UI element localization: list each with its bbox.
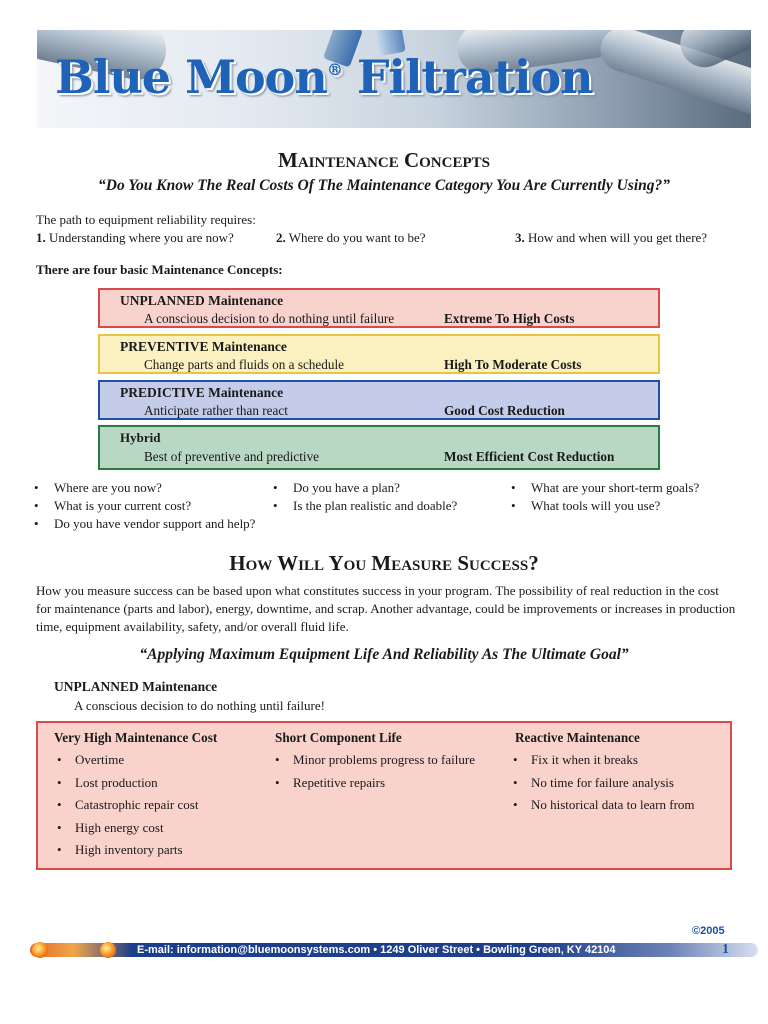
page-number: 1 bbox=[722, 942, 729, 957]
concept-name: UNPLANNED Maintenance bbox=[120, 293, 284, 308]
orb-icon bbox=[32, 942, 48, 958]
page-subtitle: “Do You Know The Real Costs Of The Maintenance Category You Are Currently Using?” bbox=[98, 177, 670, 194]
concept-name: PREVENTIVE Maintenance bbox=[120, 339, 287, 354]
page-title: Maintenance Concepts bbox=[278, 148, 490, 172]
step-1: 1. Understanding where you are now? bbox=[36, 230, 234, 245]
unplanned-heading: UNPLANNED Maintenance bbox=[54, 679, 218, 694]
question-item: • Where are you now? bbox=[54, 480, 162, 496]
question-item: • What are your short-term goals? bbox=[531, 480, 699, 496]
question-item: • Is the plan realistic and doable? bbox=[293, 498, 457, 514]
concept-cost: Most Efficient Cost Reduction bbox=[444, 449, 615, 464]
concept-cost: Extreme To High Costs bbox=[444, 311, 575, 326]
intro-lead: The path to equipment reliability requires: bbox=[36, 212, 256, 227]
copyright: ©2005 bbox=[692, 925, 725, 937]
concept-box-predictive bbox=[98, 380, 660, 420]
question-item: • Do you have vendor support and help? bbox=[54, 516, 255, 532]
column-heading: Short Component Life bbox=[275, 730, 402, 745]
question-item: • What tools will you use? bbox=[531, 498, 660, 514]
detail-item: • Minor problems progress to failure bbox=[293, 752, 475, 768]
concept-box-hybrid bbox=[98, 425, 660, 470]
detail-item: • Repetitive repairs bbox=[293, 775, 385, 791]
concept-name: Hybrid bbox=[120, 430, 161, 445]
header-banner bbox=[37, 30, 751, 128]
concept-desc: Best of preventive and predictive bbox=[144, 449, 320, 464]
detail-item: • Fix it when it breaks bbox=[531, 752, 638, 768]
concept-box-unplanned bbox=[98, 288, 660, 328]
section-title: How Will You Measure Success? bbox=[229, 551, 539, 575]
concepts-heading: There are four basic Maintenance Concepts: bbox=[36, 262, 283, 277]
concept-cost: High To Moderate Costs bbox=[444, 357, 582, 372]
footer-contact: E-mail: information@bluemoonsystems.com • 1249 Oliver Street • Bowling Green, KY 42104 bbox=[137, 944, 616, 956]
concept-desc: Change parts and fluids on a schedule bbox=[144, 357, 344, 372]
concept-name: PREDICTIVE Maintenance bbox=[120, 385, 284, 400]
concept-desc: A conscious decision to do nothing until failure bbox=[144, 311, 395, 326]
detail-item: • Catastrophic repair cost bbox=[75, 797, 198, 813]
concept-box-preventive bbox=[98, 334, 660, 374]
question-item: • Do you have a plan? bbox=[293, 480, 400, 496]
company-logo: Blue Moon® Filtration bbox=[55, 50, 593, 104]
column-heading: Reactive Maintenance bbox=[515, 730, 640, 745]
goal-quote: “Applying Maximum Equipment Life And Reliability As The Ultimate Goal” bbox=[139, 646, 629, 663]
detail-item: • Overtime bbox=[75, 752, 124, 768]
detail-item: • High energy cost bbox=[75, 820, 164, 836]
concept-cost: Good Cost Reduction bbox=[444, 403, 565, 418]
measure-paragraph: How you measure success can be based upon what constitutes success in your program. The possibility of real reduction in the cost for maintenance (parts and labor), energy, downtime, and scrap. Another advantage, could be improvements or increases in production time, equipment availability, safety, and/or overall fluid life. bbox=[36, 583, 736, 634]
question-item: • What is your current cost? bbox=[54, 498, 191, 514]
step-3: 3. How and when will you get there? bbox=[515, 230, 708, 245]
unplanned-desc: A conscious decision to do nothing until failure! bbox=[74, 698, 325, 713]
concept-desc: Anticipate rather than react bbox=[144, 403, 288, 418]
detail-item: • Lost production bbox=[75, 775, 158, 791]
detail-item: • High inventory parts bbox=[75, 842, 183, 858]
detail-item: • No time for failure analysis bbox=[531, 775, 674, 791]
step-2: 2. Where do you want to be? bbox=[276, 230, 426, 245]
detail-item: • No historical data to learn from bbox=[531, 797, 695, 813]
column-heading: Very High Maintenance Cost bbox=[54, 730, 218, 745]
orb-icon bbox=[100, 942, 116, 958]
